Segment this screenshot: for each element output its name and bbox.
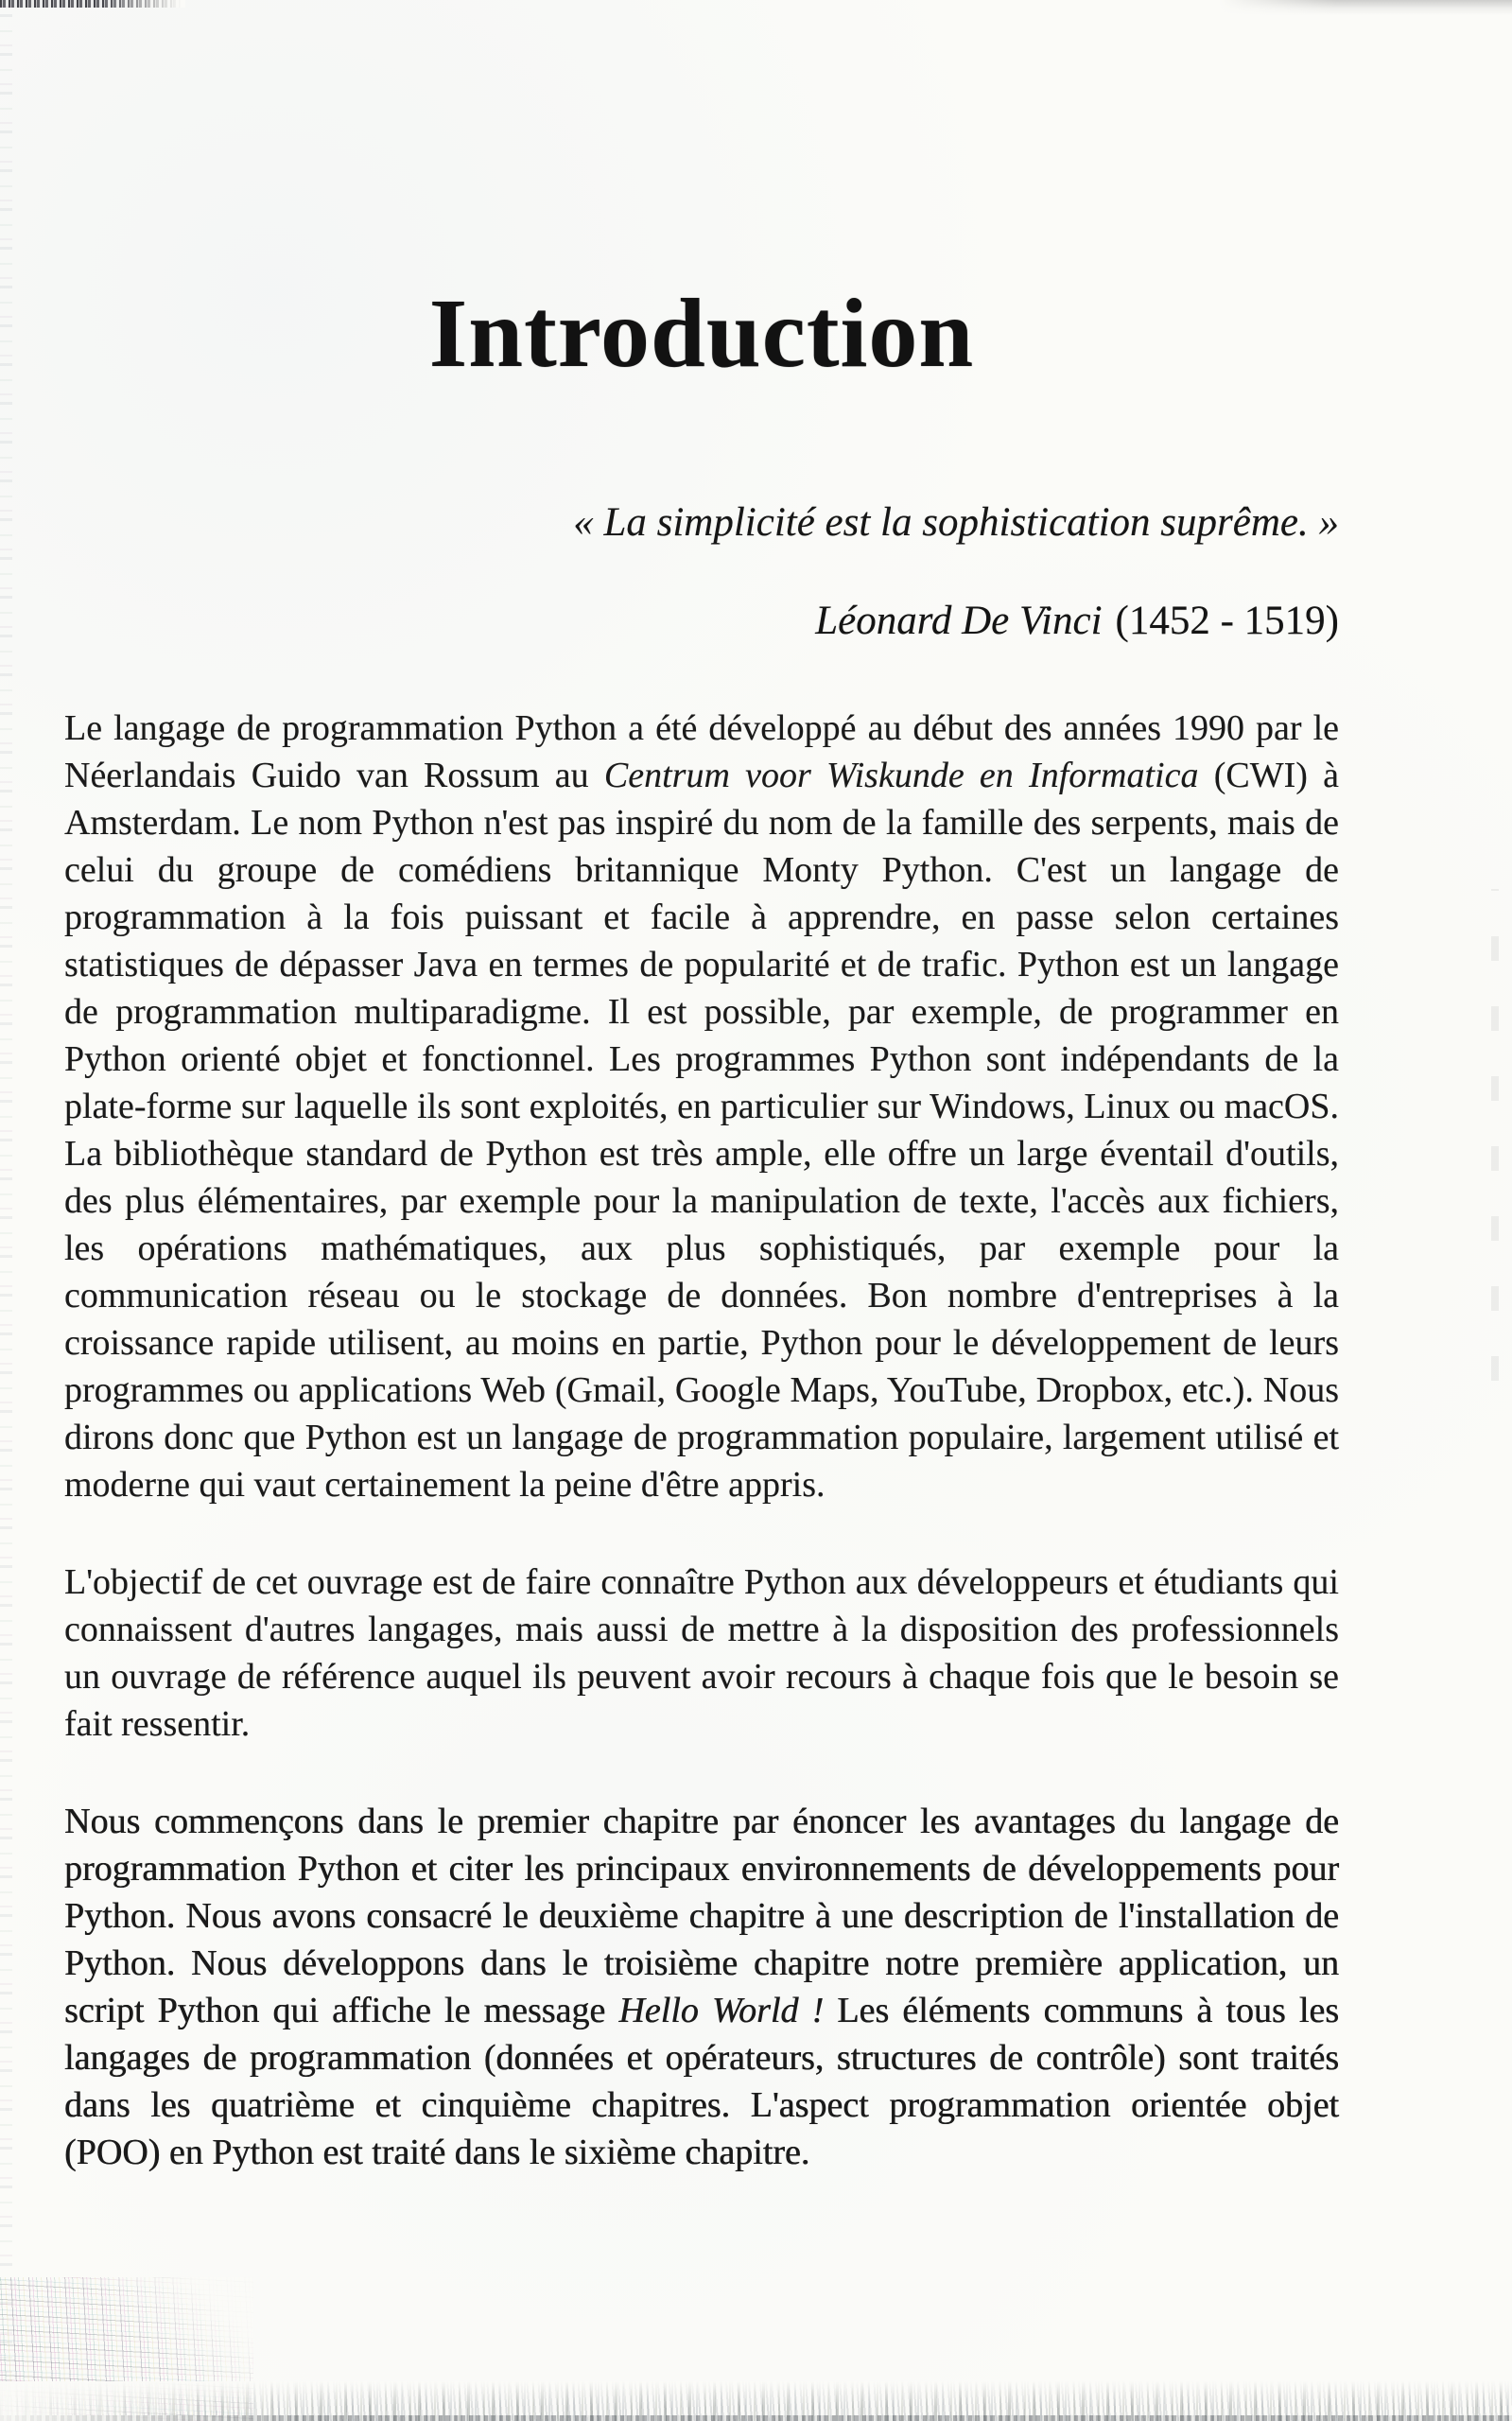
- scan-artifact-right-streak: [1491, 889, 1499, 1381]
- paragraph-plan-chapitres: Nous commençons dans le premier chapitre par énoncer les avantages du langage de programmation Python et citer les principaux environnements de développements pour Python. Nous avons consacré le deuxième chapitre à une description de l'installation de Python. Nous développons dans le troisième chapitre notre première application, un script Python qui affiche le message Hello World ! Les éléments communs à tous les langages de programmation (données et opérateurs, structures de contrôle) sont traités dans les quatrième et cinquième chapitres. L'aspect programmation orientée objet (POO) en Python est traité dans le sixième chapitre.: [64, 1802, 1340, 2172]
- body-text: [64, 705, 1339, 2176]
- paragraph-intro-python: Le langage de programmation Python a été développé au début des années 1990 par le Néerlandais Guido van Rossum au Centrum voor Wiskunde en Informatica (CWI) à Amsterdam. Le nom Python n'est pas inspiré du nom de la famille des serpents, mais de celui du groupe de comédiens britannique Monty Python. C'est un langage de programmation à la fois puissant et facile à apprendre, en passe selon certaines statistiques de dépasser Java en termes de popularité et de trafic. Python est un langage de programmation multiparadigme. Il est possible, par exemple, de programmer en Python orienté objet et fonctionnel. Les programmes Python sont indépendants de la plate-forme sur laquelle ils sont exploités, en particulier sur Windows, Linux ou macOS. La bibliothèque standard de Python est très ample, elle offre un large éventail d'outils, des plus élémentaires, par exemple pour la manipulation de texte, l'accès aux fichiers, les opérations mathématiques, aux plus sophistiqués, par exemple pour la communication réseau ou le stockage de données. Bon nombre d'entreprises à la croissance rapide utilisent, au moins en partie, Python pour le développement de leurs programmes ou applications Web (Gmail, Google Maps, YouTube, Dropbox, etc.). Nous dirons donc que Python est un langage de programmation populaire, largement utilisé et moderne qui vaut certainement la peine d'être appris.: [64, 708, 1339, 1505]
- scan-artifact-left-edge: [0, 0, 12, 2421]
- epigraph-quote: « La simplicité est la sophistication suprême. »: [573, 500, 1339, 545]
- scan-artifact-bottom-edge: [0, 2415, 1512, 2421]
- epigraph-attribution: [64, 597, 1339, 646]
- scan-artifact-bottom-left: [0, 2277, 253, 2421]
- quote-author: Léonard De Vinci: [815, 599, 1103, 643]
- chapter-title: Introduction: [428, 279, 975, 388]
- paragraph-objectif-ouvrage: L'objectif de cet ouvrage est de faire connaître Python aux développeurs et étudiants qui connaissent d'autres langages, mais aussi de mettre à la disposition des professionnels un ouvrage de référence auquel ils peuvent avoir recours à chaque fois que le besoin se fait ressentir.: [64, 1562, 1339, 1744]
- page-content: [64, 0, 1339, 2176]
- scan-artifact-bottom-band: [0, 2381, 1512, 2421]
- quote-author-dates: (1452 - 1519): [1115, 599, 1339, 643]
